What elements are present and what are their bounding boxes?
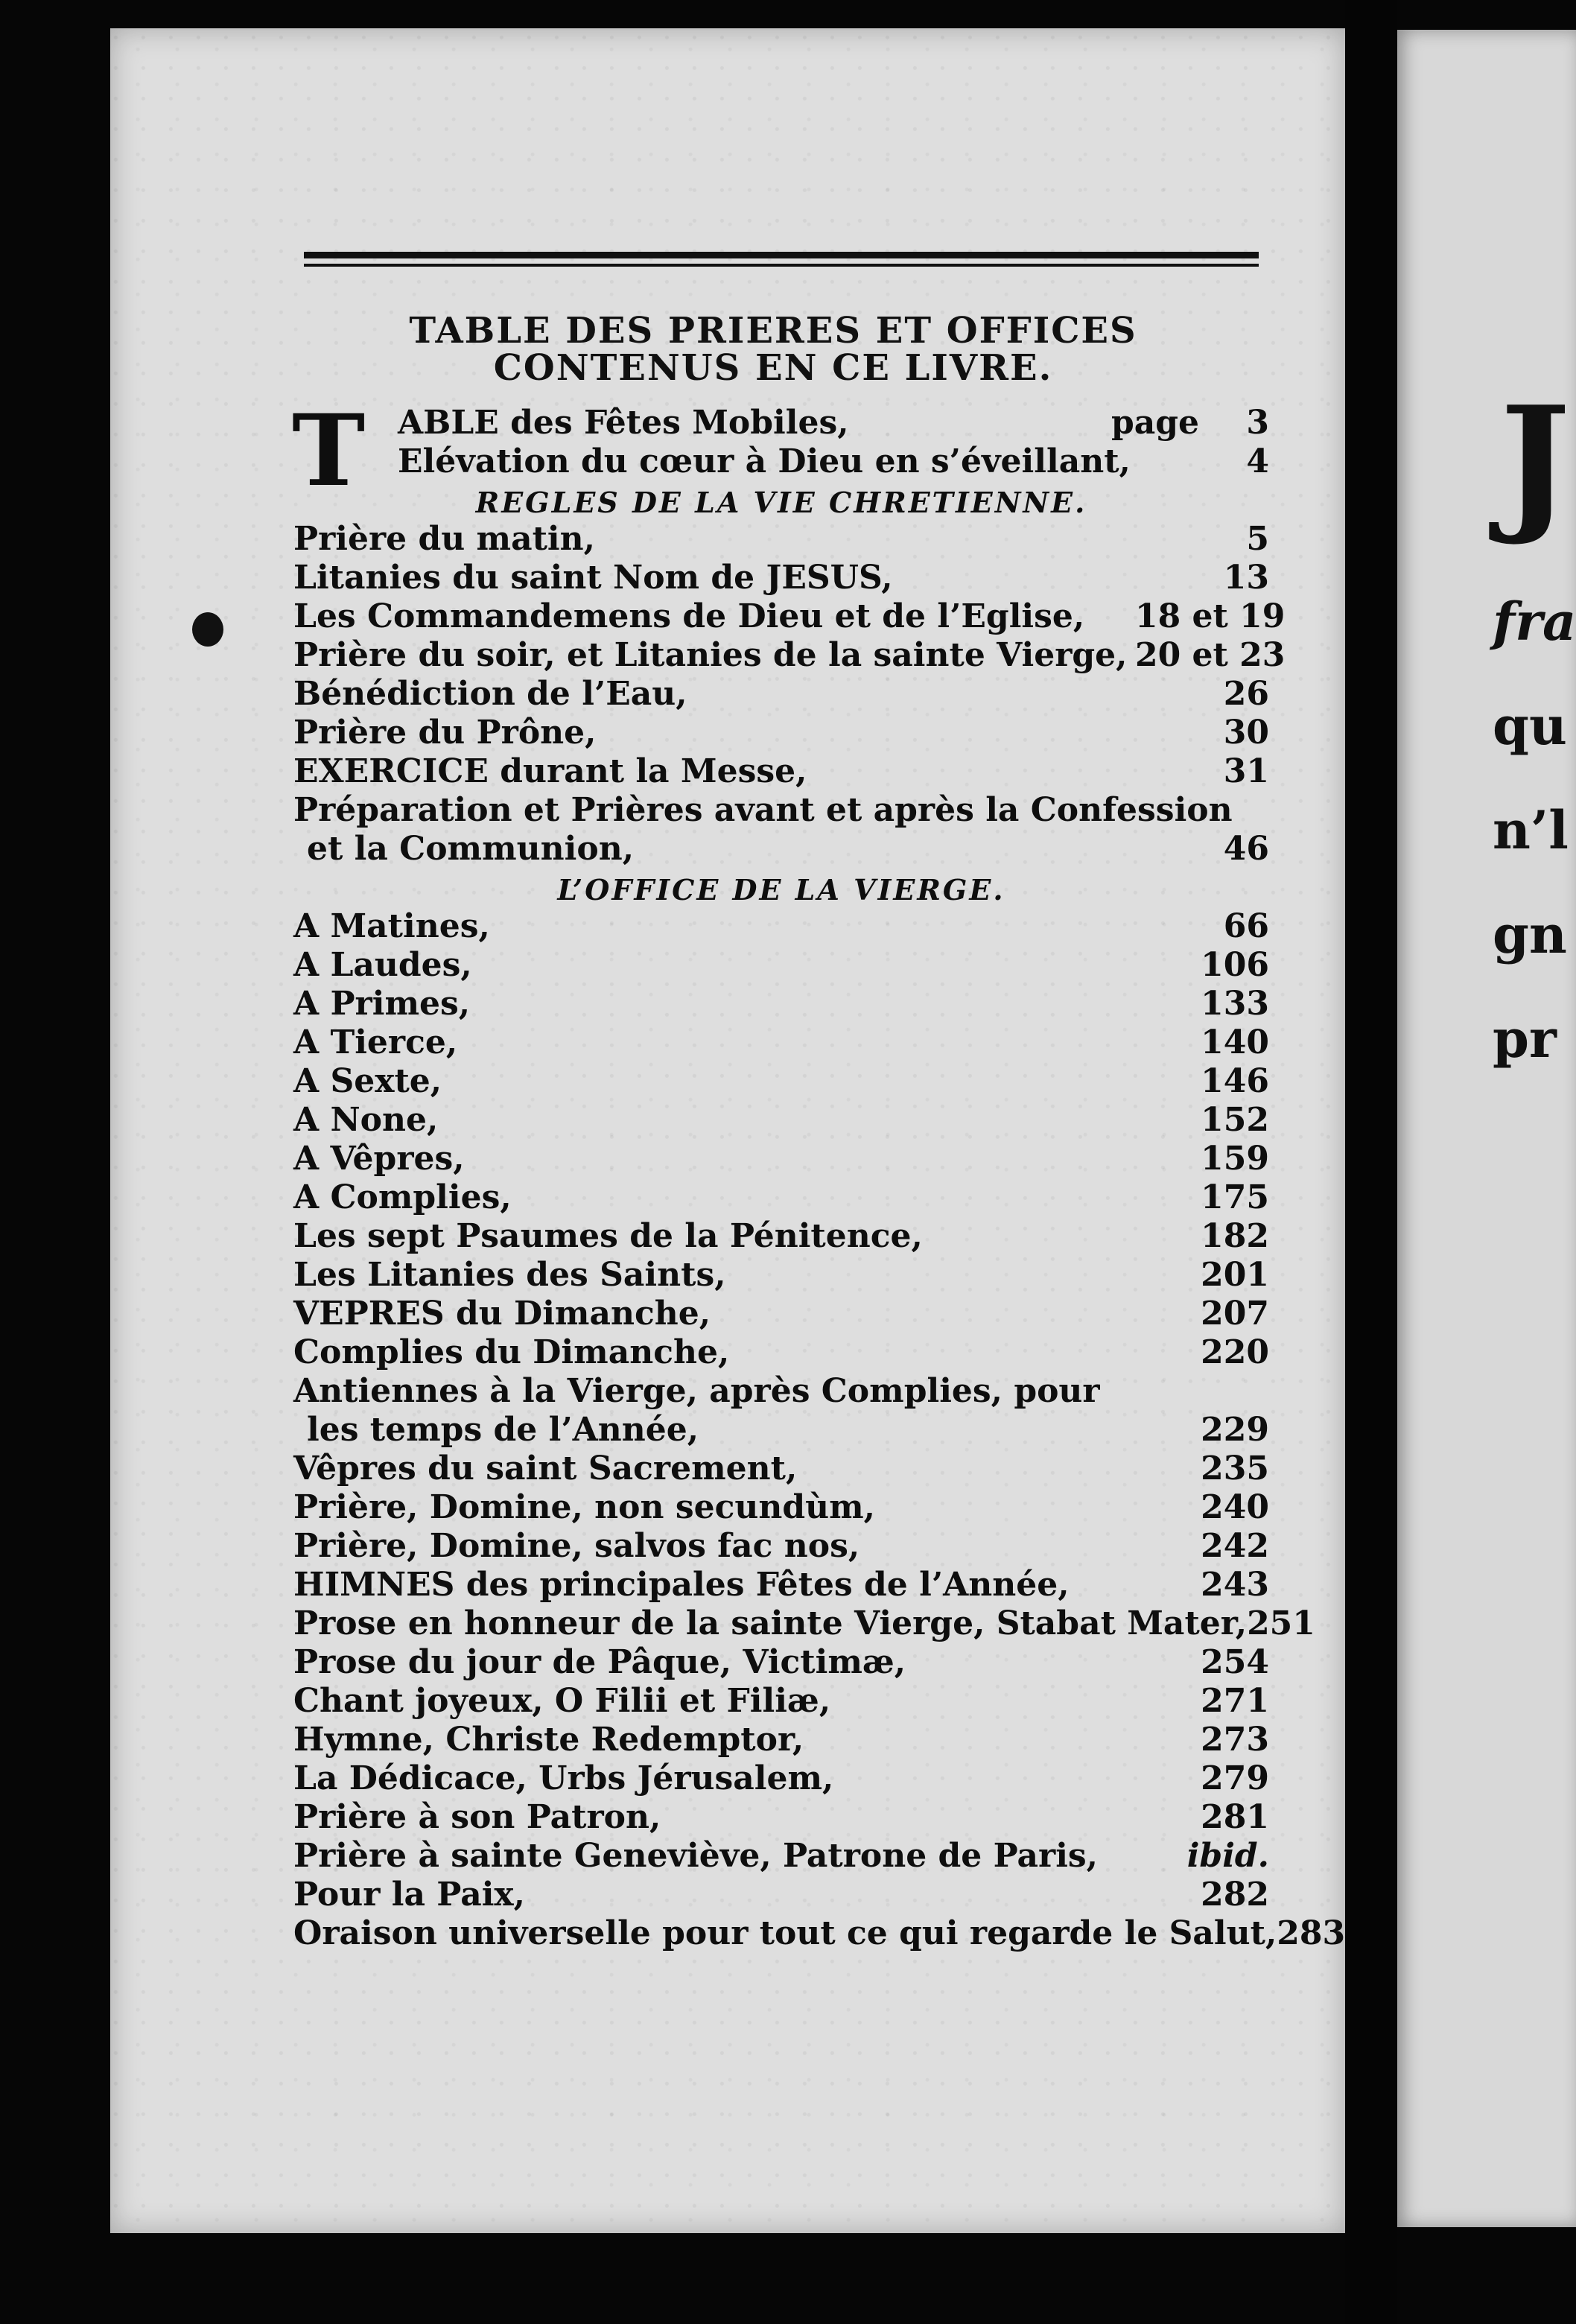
toc-entry-page: 229 xyxy=(1201,1411,1269,1449)
right-page-dropcap: J xyxy=(1500,374,1571,549)
toc-page-prefix: page xyxy=(1110,404,1199,442)
toc-entry xyxy=(293,594,1286,635)
toc-entry-label: EXERCICE durant la Messe, xyxy=(293,752,807,790)
toc-entry xyxy=(293,1214,1269,1253)
toc-entry-label: Prose en honneur de la sainte Vierge, Stabat Mater, xyxy=(293,1604,1248,1642)
toc-entry xyxy=(293,749,1269,788)
toc-entry-page: 4 xyxy=(1246,442,1269,480)
toc-entry-page: 182 xyxy=(1201,1217,1269,1255)
right-page-fragment: n’l xyxy=(1493,799,1569,861)
toc-entry-page: 273 xyxy=(1201,1721,1269,1759)
toc-entry-page: 235 xyxy=(1201,1450,1269,1488)
toc-entry-label: Chant joyeux, O Filii et Filiæ, xyxy=(293,1682,831,1720)
page-title-line-2: CONTENUS EN CE LIVRE. xyxy=(493,347,1053,389)
toc-entry-label: Pour la Paix, xyxy=(293,1876,525,1914)
toc-entry-page: 5 xyxy=(1246,520,1269,558)
toc-entry-page: 220 xyxy=(1201,1333,1269,1371)
toc-entry-label: A Laudes, xyxy=(293,946,472,984)
toc-entry xyxy=(293,517,1269,556)
page-title-line-1: TABLE DES PRIERES ET OFFICES xyxy=(409,310,1137,352)
toc-entry xyxy=(293,1485,1269,1524)
toc-entry-label: Antiennes à la Vierge, après Complies, pour xyxy=(293,1372,1100,1410)
toc-entry-page: 207 xyxy=(1201,1295,1269,1333)
toc-entry-label: Prière à sainte Geneviève, Patrone de Paris, xyxy=(293,1837,1098,1875)
toc-entry-page: 13 xyxy=(1223,559,1269,597)
toc-entry-label: Prose du jour de Pâque, Victimæ, xyxy=(293,1643,906,1681)
toc-entry-label: Prière du Prône, xyxy=(293,714,597,752)
toc-entry-page: ibid. xyxy=(1186,1837,1269,1875)
toc-entry-label: Les Litanies des Saints, xyxy=(293,1256,726,1294)
right-page-fragment: qu xyxy=(1493,695,1567,757)
toc-entry-page: 31 xyxy=(1223,752,1269,790)
toc-entry-label: et la Communion, xyxy=(307,830,635,868)
toc-entry-label: Prière, Domine, salvos fac nos, xyxy=(293,1527,860,1565)
ink-blot xyxy=(192,612,223,647)
toc-entry-page: 251 xyxy=(1247,1604,1315,1642)
toc-entry-page: 30 xyxy=(1223,714,1269,752)
toc-entry-label: Litanies du saint Nom de JESUS, xyxy=(293,559,893,597)
toc-entry xyxy=(293,401,1269,442)
toc-entry xyxy=(293,788,1269,827)
toc-entry-label: Bénédiction de l’Eau, xyxy=(293,675,687,713)
toc-entry-label: VEPRES du Dimanche, xyxy=(293,1295,711,1333)
toc-entry-label: Elévation du cœur à Dieu en s’éveillant, xyxy=(398,442,1131,480)
toc-entry-page: 283 xyxy=(1277,1914,1346,1952)
toc-entry xyxy=(293,1137,1269,1178)
toc-entry-page: 133 xyxy=(1201,985,1269,1023)
dropcap-letter: T xyxy=(292,393,366,509)
toc-entry-page: 152 xyxy=(1201,1101,1269,1139)
toc-entry-page: 66 xyxy=(1223,907,1269,945)
toc-entry-page: 26 xyxy=(1223,675,1269,713)
toc-entry xyxy=(293,982,1269,1023)
section-heading xyxy=(293,866,1269,907)
toc-entry-label: Vêpres du saint Sacrement, xyxy=(293,1450,798,1488)
toc-entry-label: Hymne, Christe Redemptor, xyxy=(293,1721,804,1759)
toc-entry-label: les temps de l’Année, xyxy=(307,1411,699,1449)
right-page-fragment: pr xyxy=(1493,1008,1557,1070)
toc-entry xyxy=(293,1524,1269,1563)
toc-entry-label: A Sexte, xyxy=(293,1062,442,1100)
toc-entry xyxy=(293,1795,1269,1834)
toc-entry xyxy=(293,1601,1315,1642)
toc-entry xyxy=(293,439,1269,478)
toc-entry xyxy=(293,1834,1269,1873)
toc-entry xyxy=(293,1718,1269,1759)
toc-entry xyxy=(293,711,1269,752)
toc-entry-page: 271 xyxy=(1201,1682,1269,1720)
toc-entry-page: 279 xyxy=(1201,1759,1269,1797)
toc-entry xyxy=(293,1292,1269,1333)
toc-entry-page: 159 xyxy=(1201,1140,1269,1178)
toc-entry xyxy=(293,1873,1269,1914)
toc-entry-page: 3 xyxy=(1246,404,1269,442)
toc-entry-label: ABLE des Fêtes Mobiles, xyxy=(398,404,849,442)
toc-entry-label: Préparation et Prières avant et après la Confession xyxy=(293,791,1233,829)
toc-entry-page: 106 xyxy=(1201,946,1269,984)
toc-entry xyxy=(293,672,1269,711)
toc-entry-label: Prière du matin, xyxy=(293,520,595,558)
toc-entry-label: Prière, Domine, non secundùm, xyxy=(293,1488,875,1526)
toc-entry-page: 175 xyxy=(1201,1178,1269,1216)
toc-entry-label: A Vêpres, xyxy=(293,1140,465,1178)
toc-entry-label: Les sept Psaumes de la Pénitence, xyxy=(293,1217,923,1255)
toc-entry xyxy=(293,556,1269,597)
toc-entry-label: A Complies, xyxy=(293,1178,512,1216)
toc-entry xyxy=(293,1447,1269,1488)
toc-entry-page: 201 xyxy=(1201,1256,1269,1294)
toc-entry-page: 240 xyxy=(1201,1488,1269,1526)
toc-entry xyxy=(293,1175,1269,1214)
toc-entry-page: 146 xyxy=(1201,1062,1269,1100)
right-page-fragment: fra xyxy=(1493,591,1576,653)
toc-entry-page: 140 xyxy=(1201,1023,1269,1061)
toc-entry xyxy=(293,904,1269,943)
section-heading-label: L’OFFICE DE LA VIERGE. xyxy=(557,873,1005,907)
toc-entry-page: 243 xyxy=(1201,1566,1269,1604)
toc-entry xyxy=(293,1408,1269,1447)
toc-entry xyxy=(293,633,1286,674)
toc-entry xyxy=(293,1330,1269,1369)
toc-entry-label: A Tierce, xyxy=(293,1023,458,1061)
toc-entry-label: Prière à son Patron, xyxy=(293,1798,661,1836)
header-rule xyxy=(304,252,1259,267)
toc-entry-label: La Dédicace, Urbs Jérusalem, xyxy=(293,1759,834,1797)
toc-entry xyxy=(293,1020,1269,1059)
toc-entry-label: HIMNES des principales Fêtes de l’Année, xyxy=(293,1566,1070,1604)
toc-entry-label: A Matines, xyxy=(293,907,490,945)
toc-entry xyxy=(293,1098,1269,1137)
toc-entry xyxy=(293,1369,1269,1408)
toc-entry xyxy=(293,1911,1346,1952)
toc-entry-page: 242 xyxy=(1201,1527,1269,1565)
toc-entry-label: A None, xyxy=(293,1101,439,1139)
section-heading-label: REGLES DE LA VIE CHRETIENNE. xyxy=(475,486,1087,519)
right-page-fragment: gn xyxy=(1493,904,1567,965)
right-page xyxy=(1397,30,1576,2227)
toc-entry-page: 281 xyxy=(1201,1798,1269,1836)
table-of-contents xyxy=(292,393,1346,1952)
toc-entry-page: 46 xyxy=(1223,830,1269,868)
toc-entry xyxy=(293,1059,1269,1098)
toc-entry xyxy=(293,1640,1269,1679)
toc-entry xyxy=(293,943,1269,982)
toc-entry-label: Oraison universelle pour tout ce qui regarde le Salut, xyxy=(293,1914,1277,1952)
toc-entry xyxy=(293,827,1269,866)
toc-entry-label: Prière du soir, et Litanies de la sainte Vierge, xyxy=(293,636,1128,674)
toc-entry-page: 282 xyxy=(1201,1876,1269,1914)
toc-entry-page: 254 xyxy=(1201,1643,1269,1681)
toc-entry xyxy=(293,1253,1269,1292)
toc-entry-label: Complies du Dimanche, xyxy=(293,1333,730,1371)
toc-entry xyxy=(293,1679,1269,1718)
toc-entry-page: 20 et 23 xyxy=(1135,636,1286,674)
book-gutter xyxy=(1345,0,1397,2324)
toc-entry-label: A Primes, xyxy=(293,985,471,1023)
section-heading xyxy=(293,478,1269,517)
toc-entry xyxy=(293,1756,1269,1795)
toc-entry-label: Les Commandemens de Dieu et de l’Eglise, xyxy=(293,597,1085,635)
toc-entry xyxy=(293,1563,1269,1604)
toc-entry-page: 18 et 19 xyxy=(1135,597,1286,635)
